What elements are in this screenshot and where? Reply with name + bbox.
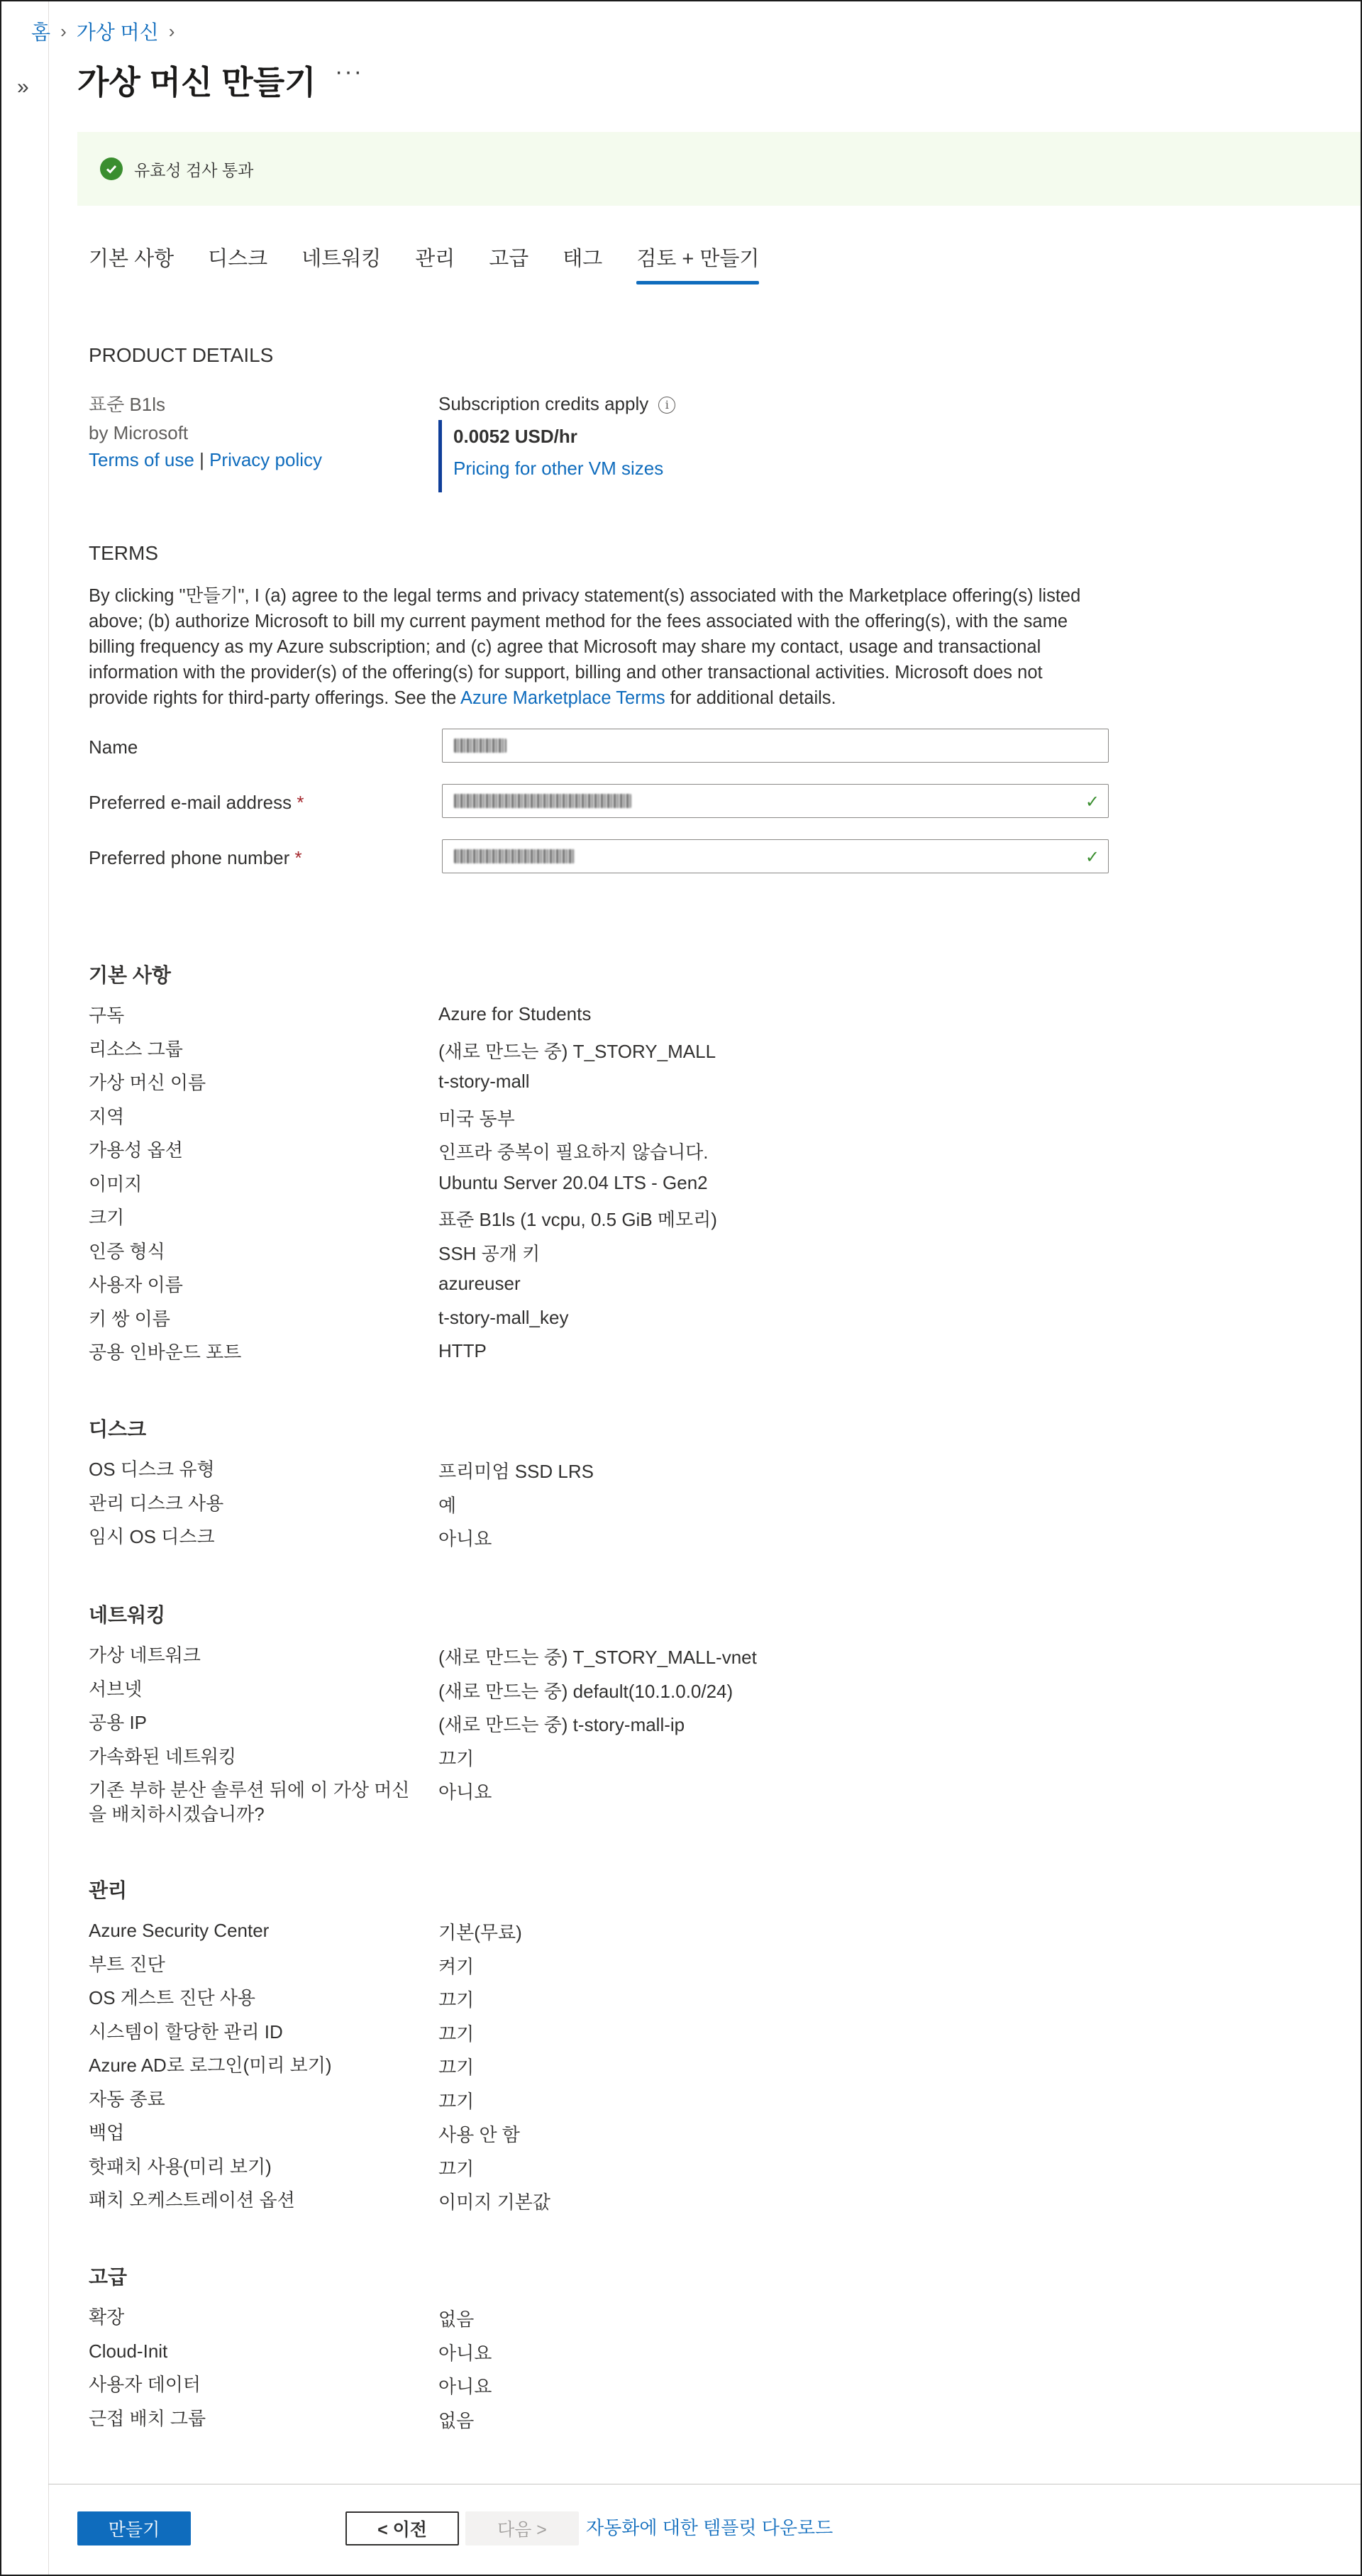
summary-key: 키 쌍 이름	[89, 1308, 170, 1330]
valid-check-icon: ✓	[1085, 792, 1100, 812]
price-value: 0.0052 USD/hr	[453, 426, 577, 447]
summary-key: 관리 디스크 사용	[89, 1492, 224, 1514]
price-box	[438, 420, 663, 492]
redacted-value	[454, 794, 631, 808]
summary-value: t-story-mall_key	[438, 1306, 569, 1328]
terms-text-body: By clicking "만들기", I (a) agree to the legal terms and privacy statement(s) associated with the Marketplace offering(s) listed above; (b) authorize Microsoft to bill my current payment method for the fees associated with the offering(s), with the same billing frequency as my Azure subscription; and (c) agree that Microsoft may share my contact, usage and transactional information with the provider(s) of the offering(s) for support, billing and other transactional activities. Microsoft does not provide rights for third-party offerings. See the	[89, 586, 1081, 708]
summary-key: 크기	[89, 1207, 125, 1228]
download-template-link[interactable]: 자동화에 대한 템플릿 다운로드	[586, 2517, 834, 2538]
summary-value: 켜기	[438, 1955, 475, 1977]
phone-field[interactable]	[442, 839, 1109, 873]
phone-label: Preferred phone number	[89, 847, 290, 868]
summary-value: 없음	[438, 2309, 475, 2330]
tab-basics[interactable]: 기본 사항	[89, 248, 175, 270]
summary-value: 끄기	[438, 2057, 475, 2078]
tab-networking[interactable]: 네트워킹	[301, 248, 382, 270]
tab-advanced[interactable]: 고급	[489, 248, 529, 270]
create-button[interactable]: 만들기	[77, 2511, 191, 2545]
product-name: 표준 B1ls	[89, 394, 166, 415]
validation-text: 유효성 검사 통과	[134, 160, 254, 179]
summary-value: 끄기	[438, 1989, 475, 2011]
summary-value: (새로 만드는 중) default(10.1.0.0/24)	[438, 1680, 733, 1702]
tab-tags[interactable]: 태그	[563, 248, 603, 270]
terms-heading: TERMS	[89, 542, 158, 564]
summary-value: azureuser	[438, 1273, 521, 1294]
summary-value: 없음	[438, 2409, 475, 2431]
name-field[interactable]	[442, 729, 1109, 763]
summary-value: 끄기	[438, 2157, 475, 2179]
required-mark: *	[294, 847, 302, 868]
summary-key: 시스템이 할당한 관리 ID	[89, 2021, 283, 2042]
pricing-other-sizes-link[interactable]: Pricing for other VM sizes	[453, 458, 664, 479]
credits-label: Subscription credits apply	[438, 393, 649, 414]
breadcrumb	[31, 17, 175, 45]
summary-value: (새로 만드는 중) T_STORY_MALL-vnet	[438, 1647, 757, 1668]
summary-value: t-story-mall	[438, 1071, 530, 1092]
page-title: 가상 머신 만들기	[77, 64, 316, 101]
summary-key: 사용자 데이터	[89, 2374, 201, 2395]
summary-key: 구독	[89, 1005, 125, 1026]
phone-label-wrap	[89, 847, 302, 869]
summary-key: 근접 배치 그룹	[89, 2407, 206, 2429]
redacted-value	[454, 849, 575, 863]
summary-value: 프리미엄 SSD LRS	[438, 1461, 594, 1482]
summary-value: 아니요	[438, 1781, 492, 1803]
credits-label-wrap	[438, 393, 675, 415]
terms-text	[89, 583, 1096, 711]
terms-text-tail: for additional details.	[665, 688, 836, 708]
success-check-icon	[100, 157, 123, 180]
management-heading: 관리	[89, 1879, 128, 1901]
link-separator: |	[199, 449, 204, 470]
summary-key: 가속화된 네트워킹	[89, 1745, 237, 1767]
product-publisher: by Microsoft	[89, 422, 189, 443]
summary-value: 사용 안 함	[438, 2124, 520, 2145]
summary-key: 핫패치 사용(미리 보기)	[89, 2155, 272, 2177]
summary-key: Azure AD로 로그인(미리 보기)	[89, 2055, 332, 2076]
next-button[interactable]: 다음 >	[465, 2511, 579, 2545]
summary-value: (새로 만드는 중) T_STORY_MALL	[438, 1040, 716, 1062]
summary-key: 가상 네트워크	[89, 1644, 201, 1666]
left-rail	[1, 1, 49, 2575]
privacy-policy-link[interactable]: Privacy policy	[209, 449, 322, 470]
summary-key: Azure Security Center	[89, 1920, 270, 1941]
summary-value: 예	[438, 1494, 457, 1516]
email-label-wrap	[89, 792, 304, 814]
summary-value: 미국 동부	[438, 1107, 515, 1129]
summary-key: 인증 형식	[89, 1240, 165, 1262]
summary-value: 인프라 중복이 필요하지 않습니다.	[438, 1141, 709, 1163]
summary-key: Cloud-Init	[89, 2340, 168, 2362]
name-label: Name	[89, 736, 138, 758]
redacted-value	[454, 739, 506, 753]
more-options-button[interactable]: ···	[335, 58, 363, 85]
summary-key: 공용 인바운드 포트	[89, 1342, 242, 1363]
summary-value: 아니요	[438, 2342, 492, 2364]
summary-key: 패치 오케스트레이션 옵션	[89, 2189, 295, 2211]
email-field[interactable]	[442, 784, 1109, 818]
summary-value: 아니요	[438, 2376, 492, 2397]
summary-value: 끄기	[438, 1747, 475, 1769]
product-links	[89, 449, 322, 471]
summary-key: 가용성 옵션	[89, 1139, 183, 1161]
previous-button[interactable]: < 이전	[345, 2511, 459, 2545]
tab-review-create[interactable]: 검토 + 만들기	[636, 243, 759, 283]
summary-key: 사용자 이름	[89, 1274, 183, 1295]
summary-value: 끄기	[438, 2090, 475, 2112]
chevron-right-icon: ›	[60, 20, 67, 42]
summary-key: OS 디스크 유형	[89, 1459, 215, 1480]
summary-key: 공용 IP	[89, 1712, 148, 1733]
summary-value: 기본(무료)	[438, 1922, 522, 1943]
breadcrumb-virtual-machines[interactable]: 가상 머신	[76, 21, 159, 43]
info-icon[interactable]: i	[658, 397, 675, 414]
expand-menu-icon[interactable]: »	[17, 75, 29, 99]
summary-key: 임시 OS 디스크	[89, 1526, 215, 1547]
chevron-right-icon: ›	[168, 20, 175, 42]
summary-key: 확장	[89, 2306, 125, 2328]
summary-value: (새로 만드는 중) t-story-mall-ip	[438, 1714, 685, 1735]
summary-key: 이미지	[89, 1173, 143, 1195]
summary-value: SSH 공개 키	[438, 1242, 541, 1264]
marketplace-terms-link[interactable]: Azure Marketplace Terms	[460, 688, 665, 708]
summary-key: 지역	[89, 1105, 125, 1127]
summary-value: Azure for Students	[438, 1003, 592, 1024]
summary-key: 가상 머신 이름	[89, 1072, 206, 1093]
summary-value: Ubuntu Server 20.04 LTS - Gen2	[438, 1171, 708, 1193]
required-mark: *	[297, 792, 304, 813]
summary-key: 자동 종료	[89, 2088, 165, 2110]
advanced-heading: 고급	[89, 2266, 128, 2288]
network-heading: 네트워킹	[89, 1604, 166, 1626]
tab-disks[interactable]: 디스크	[208, 248, 268, 270]
basics-heading: 기본 사항	[89, 964, 171, 986]
terms-of-use-link[interactable]: Terms of use	[89, 449, 194, 470]
summary-key: 백업	[89, 2122, 125, 2143]
summary-key: OS 게스트 진단 사용	[89, 1987, 256, 2008]
tab-management[interactable]: 관리	[415, 248, 455, 270]
summary-value: 표준 B1ls (1 vcpu, 0.5 GiB 메모리)	[438, 1209, 717, 1230]
summary-value: HTTP	[438, 1340, 487, 1361]
summary-value: 아니요	[438, 1528, 492, 1549]
summary-key: 부트 진단	[89, 1953, 165, 1975]
valid-check-icon: ✓	[1085, 848, 1100, 867]
wizard-tabs	[89, 243, 759, 283]
breadcrumb-home[interactable]: 홈	[31, 21, 51, 43]
email-label: Preferred e-mail address	[89, 792, 292, 813]
summary-key: 기존 부하 분산 솔루션 뒤에 이 가상 머신을 배치하시겠습니까?	[89, 1779, 410, 1825]
summary-key: 서브넷	[89, 1678, 143, 1700]
validation-banner	[77, 132, 1362, 206]
summary-value: 이미지 기본값	[438, 2191, 550, 2213]
disk-heading: 디스크	[89, 1418, 147, 1440]
product-details-heading: PRODUCT DETAILS	[89, 344, 274, 366]
summary-value: 끄기	[438, 2023, 475, 2045]
summary-key: 리소스 그룹	[89, 1038, 183, 1060]
